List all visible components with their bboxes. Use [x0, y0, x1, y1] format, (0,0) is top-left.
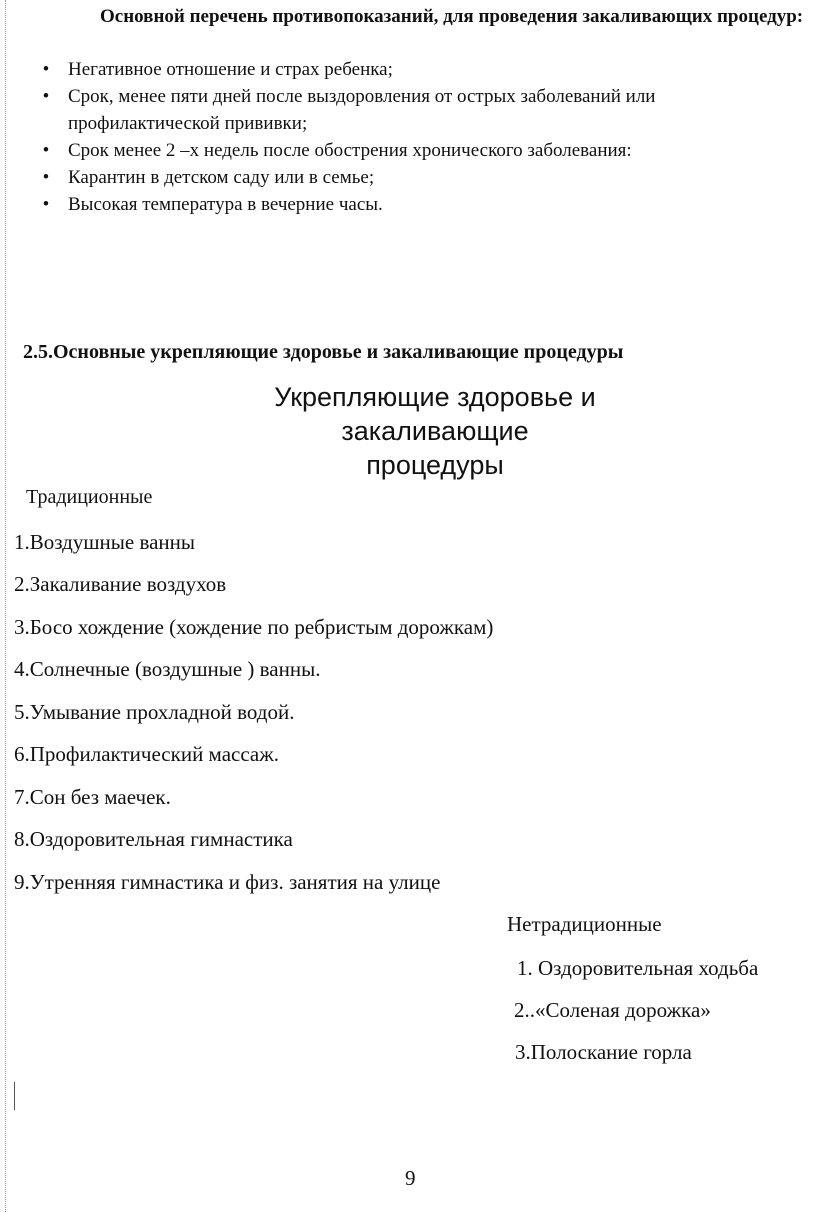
diagram-title-line: процедуры — [366, 450, 504, 480]
list-item: 8.Оздоровительная гимнастика — [14, 827, 293, 851]
list-item: 5.Умывание прохладной водой. — [14, 700, 295, 724]
diagram-title — [235, 380, 635, 482]
page-number: 9 — [405, 1166, 416, 1190]
list-item: 3.Босо хождение (хождение по ребристым дорожкам) — [14, 615, 494, 639]
list-item — [36, 83, 796, 137]
list-item-text: Карантин в детском саду или в семье; — [68, 167, 375, 188]
list-item: 2.Закаливание воздухов — [14, 572, 227, 596]
list-item — [36, 56, 796, 83]
list-item-text: Негативное отношение и страх ребенка; — [68, 59, 393, 80]
page-margin-border — [5, 0, 6, 1212]
list-item-text: Срок, менее пяти дней после выздоровления от острых заболеваний или профилактической прививки; — [68, 86, 656, 134]
bullet-icon: • — [42, 140, 50, 161]
contraindications-list — [36, 56, 796, 218]
list-item-text: Срок менее 2 –х недель после обострения хронического заболевания: — [68, 140, 632, 161]
list-item: 7.Сон без маечек. — [14, 785, 171, 809]
diagram-title-line: закаливающие — [341, 416, 529, 446]
list-item-text: Высокая температура в вечерние часы. — [68, 194, 383, 215]
list-item: 4.Солнечные (воздушные ) ванны. — [14, 657, 321, 681]
section-heading: 2.5.Основные укрепляющие здоровье и закаливающие процедуры — [23, 341, 624, 363]
contraindications-heading: Основной перечень противопоказаний, для проведения закаливающих процедур: — [100, 6, 804, 27]
list-item: 2..«Соленая дорожка» — [514, 998, 711, 1022]
traditional-label: Традиционные — [26, 486, 153, 508]
list-item — [36, 164, 796, 191]
list-item — [36, 137, 796, 164]
bullet-icon: • — [42, 59, 50, 80]
bullet-icon: • — [42, 167, 50, 188]
diagram-title-line: Укрепляющие здоровье и — [274, 382, 596, 412]
list-item — [36, 191, 796, 218]
nontraditional-label: Нетрадиционные — [507, 912, 662, 936]
list-item: 3.Полоскание горла — [515, 1040, 692, 1064]
bullet-icon: • — [42, 194, 50, 215]
text-cursor — [14, 1082, 15, 1110]
bullet-icon: • — [42, 86, 50, 107]
list-item: 6.Профилактический массаж. — [14, 742, 280, 766]
list-item: 9.Утренняя гимнастика и физ. занятия на улице — [14, 870, 441, 894]
list-item: 1.Воздушные ванны — [14, 530, 195, 554]
list-item: 1. Оздоровительная ходьба — [517, 956, 759, 980]
